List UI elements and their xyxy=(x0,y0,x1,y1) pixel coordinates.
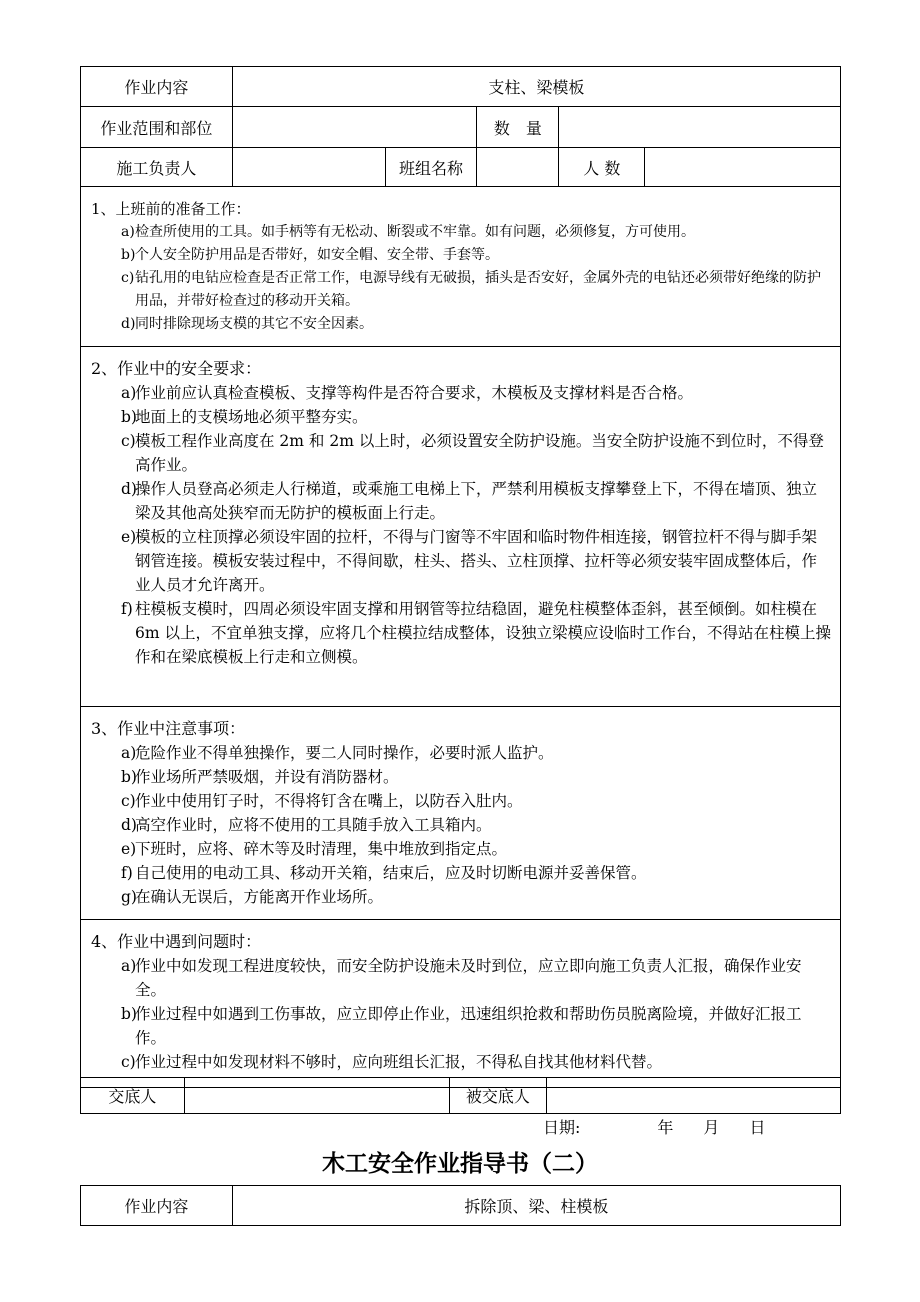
list-item: f) 自己使用的电动工具、移动开关箱，结束后，应及时切断电源并妥善保管。 xyxy=(121,864,647,882)
section-1 xyxy=(81,187,841,347)
work-content-value: 支柱、梁模板 xyxy=(232,67,840,107)
list-item: c) 模板工程作业高度在 2m 和 2m 以上时，必须设置安全防护设施。当安全防护设施不到位时，不得登高作业。 xyxy=(121,432,824,474)
date-year: 年 xyxy=(657,1118,674,1137)
next-form-table xyxy=(80,1185,841,1226)
list-item: b) 作业过程中如遇到工伤事故，应立即停止作业，迅速组织抢救和帮助伤员脱离险境，并做好汇报工作。 xyxy=(121,1005,802,1047)
list-item: a) 作业前应认真检查模板、支撑等构件是否符合要求，木模板及支撑材料是否合格。 xyxy=(121,384,694,402)
list-item: b) 地面上的支模场地必须平整夯实。 xyxy=(121,408,368,426)
date-label: 日期: xyxy=(543,1118,581,1137)
leader-value xyxy=(232,148,385,187)
safety-form-table xyxy=(80,66,841,1088)
next-work-content-value: 拆除顶、梁、柱模板 xyxy=(232,1186,840,1226)
quantity-label: 数 量 xyxy=(477,107,559,148)
list-item: a) 作业中如发现工程进度较快，而安全防护设施未及时到位，应立即向施工负责人汇报，确保作业安全。 xyxy=(121,957,802,999)
date-line xyxy=(543,1115,765,1138)
people-value xyxy=(645,148,841,187)
section-3 xyxy=(81,707,841,920)
date-day: 日 xyxy=(749,1118,766,1137)
leader-row xyxy=(81,148,841,187)
scope-label: 作业范围和部位 xyxy=(81,107,233,148)
section-1-row xyxy=(81,187,841,347)
list-item: a) 检查所使用的工具。如手柄等有无松动、断裂或不牢靠。如有问题，必须修复，方可使用。 xyxy=(121,224,695,240)
section-title: 4、作业中遇到问题时： xyxy=(91,932,262,951)
work-content-row xyxy=(81,67,841,107)
handover-label: 交底人 xyxy=(81,1078,185,1114)
list-item: c) 钻孔用的电钻应检查是否正常工作，电源导线有无破损，插头是否安好，金属外壳的电钻还必须带好绝缘的防护用品，并带好检查过的移动开关箱。 xyxy=(121,270,821,309)
list-item: c) 作业中使用钉子时，不得将钉含在嘴上，以防吞入肚内。 xyxy=(121,792,523,810)
list-item: a) 危险作业不得单独操作，要二人同时操作，必要时派人监护。 xyxy=(121,744,554,762)
list-item: e) 模板的立柱顶撑必须设牢固的拉杆，不得与门窗等不牢固和临时物件相连接，钢管拉杆不得与脚手架钢管连接。模板安装过程中，不得间歇，柱头、搭头、立柱顶撑、拉杆等必须安装牢固成整体后，作业人员才允许离开。 xyxy=(121,528,818,594)
section-title: 2、作业中的安全要求： xyxy=(91,359,262,378)
list-item: d) 操作人员登高必须走人行梯道，或乘施工电梯上下，严禁利用模板支撑攀登上下，不得在墙顶、独立梁及其他高处狭窄而无防护的模板面上行走。 xyxy=(121,480,818,522)
team-label: 班组名称 xyxy=(385,148,477,187)
people-label: 人 数 xyxy=(559,148,645,187)
list-item: f) 柱模板支模时，四周必须设牢固支撑和用钢管等拉结稳固，避免柱模整体歪斜，甚至倾倒。如柱模在 6m 以上，不宜单独支撑，应将几个柱模拉结成整体，设独立梁模应设临时工作台，不得站在柱模上操作和在梁底模板上行走和立侧模。 xyxy=(121,600,831,666)
leader-label: 施工负责人 xyxy=(81,148,233,187)
quantity-value xyxy=(559,107,841,148)
next-work-content-label: 作业内容 xyxy=(81,1186,233,1226)
section-4 xyxy=(81,920,841,1088)
list-item: b) 作业场所严禁吸烟，并设有消防器材。 xyxy=(121,768,399,786)
list-item: d) 同时排除现场支模的其它不安全因素。 xyxy=(121,316,373,332)
signature-table xyxy=(80,1077,841,1114)
section-4-row xyxy=(81,920,841,1088)
section-title: 1、上班前的准备工作： xyxy=(91,200,251,218)
section-3-row xyxy=(81,707,841,920)
list-item: b) 个人安全防护用品是否带好，如安全帽、安全带、手套等。 xyxy=(121,247,499,263)
receiver-label: 被交底人 xyxy=(449,1078,547,1114)
section-title: 3、作业中注意事项： xyxy=(91,719,246,738)
list-item: c) 作业过程中如发现材料不够时，应向班组长汇报，不得私自找其他材料代替。 xyxy=(121,1053,663,1071)
section-2 xyxy=(81,347,841,707)
team-value xyxy=(477,148,559,187)
section-2-row xyxy=(81,347,841,707)
next-document-title: 木工安全作业指导书（二） xyxy=(322,1151,598,1177)
scope-value xyxy=(232,107,477,148)
list-item: e) 下班时，应将、碎木等及时清理，集中堆放到指定点。 xyxy=(121,840,508,858)
work-content-label: 作业内容 xyxy=(81,67,233,107)
list-item: g) 在确认无误后，方能离开作业场所。 xyxy=(121,888,384,906)
scope-row xyxy=(81,107,841,148)
list-item: d) 高空作业时，应将不使用的工具随手放入工具箱内。 xyxy=(121,816,492,834)
receiver-value xyxy=(547,1078,841,1114)
date-month: 月 xyxy=(703,1118,720,1137)
handover-value xyxy=(184,1078,449,1114)
